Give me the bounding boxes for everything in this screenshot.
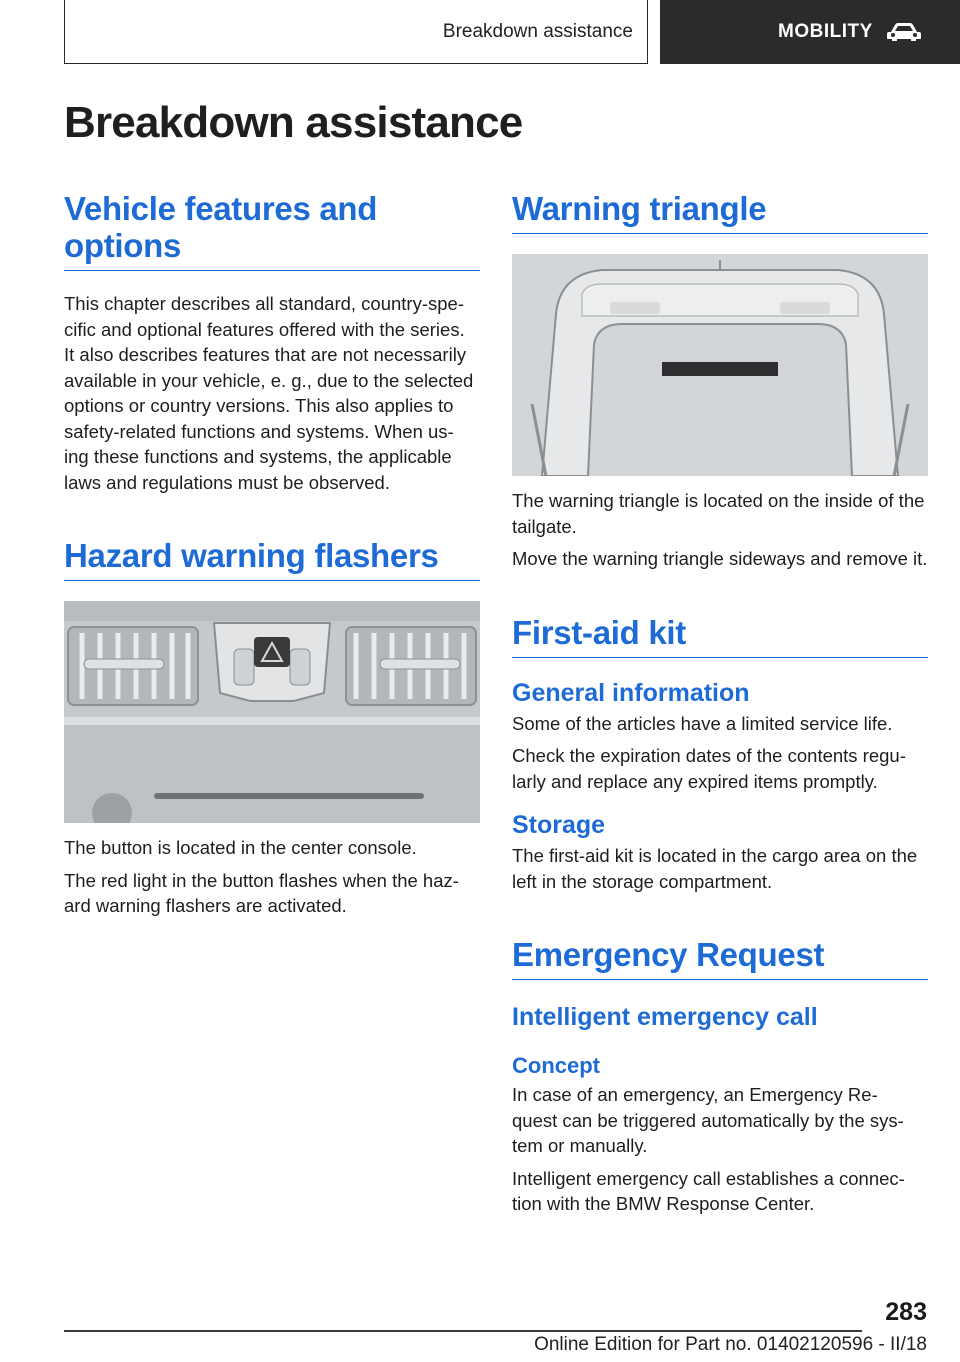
first-aid-storage-text: The first-aid kit is located in the cargo area on the left in the storage compartment. — [512, 845, 918, 892]
storage-heading: Storage — [512, 811, 606, 839]
first-aid-service-life-text: Some of the articles have a limited service life. — [512, 712, 893, 734]
first-aid-heading: First-aid kit — [512, 614, 928, 658]
car-icon — [885, 21, 923, 43]
page-number: 283 — [885, 1298, 927, 1326]
header-chapter-label: MOBILITY — [778, 21, 873, 42]
emergency-concept-text: In case of an emergency, an Emergency Re- quest can be triggered automatically by the sys- tem or manually. — [512, 1084, 904, 1156]
footer-divider — [64, 1330, 862, 1332]
right-column — [512, 190, 928, 1217]
general-information-heading: General information — [512, 678, 750, 707]
hazard-button-photo — [64, 601, 480, 823]
hazard-heading: Hazard warning flashers — [64, 537, 480, 581]
tailgate-illustration — [512, 254, 928, 476]
tailgate-photo — [512, 254, 928, 476]
hazard-light-text: The red light in the button flashes when the haz- ard warning flashers are activated. — [64, 869, 459, 916]
concept-heading: Concept — [512, 1053, 600, 1078]
edition-footer: Online Edition for Part no. 01402120596 - II/18 — [534, 1334, 927, 1355]
header-chapter-tab[interactable] — [660, 0, 960, 64]
warning-triangle-remove-text: Move the warning triangle sideways and remove it. — [512, 548, 928, 569]
warning-triangle-location-text: The warning triangle is located on the inside of the tailgate. — [512, 490, 925, 537]
vehicle-features-body: This chapter describes all standard, country-spe- cific and optional features offered with the series. It also describes features that are not necessarily available in your vehicle, e. g., due to the selected options or country versions. This also applies to safety-related functions and systems. When us- ing these functions and systems, the applicable laws and regulations must be observed. — [64, 293, 474, 493]
left-column — [64, 190, 480, 919]
vehicle-features-heading: Vehicle features and options — [64, 190, 480, 271]
page-header — [64, 0, 960, 66]
header-section-tab[interactable] — [64, 0, 648, 64]
center-console-illustration — [64, 601, 480, 823]
warning-triangle-heading: Warning triangle — [512, 190, 928, 234]
first-aid-expiration-text: Check the expiration dates of the contents regu- larly and replace any expired items promptly. — [512, 745, 906, 792]
header-section-label: Breakdown assistance — [442, 20, 633, 42]
emergency-connection-text: Intelligent emergency call establishes a connec- tion with the BMW Response Center. — [512, 1167, 905, 1214]
hazard-location-text: The button is located in the center console. — [64, 837, 417, 858]
page-title: Breakdown assistance — [64, 98, 523, 147]
emergency-request-heading: Emergency Request — [512, 936, 928, 980]
intelligent-emergency-call-heading: Intelligent emergency call — [512, 1003, 818, 1031]
